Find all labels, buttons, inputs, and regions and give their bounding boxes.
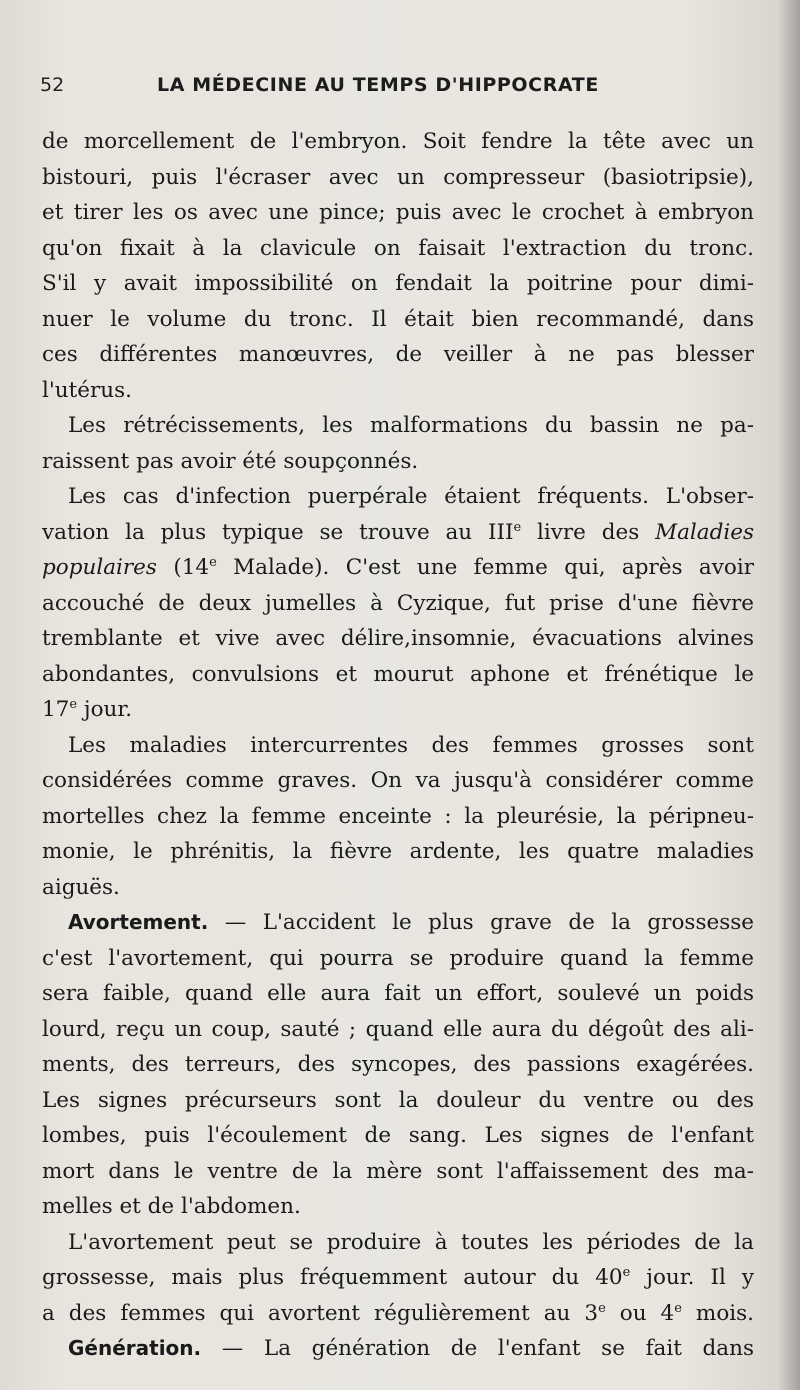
text-line: c'est l'avortement, qui pourra se produire quand la femme [42, 945, 754, 971]
paragraph-start-line: L'avortement peut se produire à toutes les périodes de la [68, 1229, 754, 1255]
superscript: e [209, 555, 217, 570]
paragraph-start-line: Les rétrécissements, les malformations du bassin ne pa- [68, 413, 754, 438]
text-line: considérées comme graves. On va jusqu'à considérer comme [42, 768, 754, 793]
text-line: populaires (14e Malade). C'est une femme qui, après avoir [42, 555, 754, 580]
paragraph-start-line: Les cas d'infection puerpérale étaient fréquents. L'obser- [68, 484, 754, 509]
text-line: l'utérus. [42, 377, 132, 403]
superscript: e [69, 697, 78, 712]
text-line: mort dans le ventre de la mère sont l'affaissement des ma- [42, 1158, 754, 1184]
text-line: ces différentes manœuvres, de veiller à ne pas blesser [42, 342, 754, 367]
text-line: raissent pas avoir été soupçonnés. [42, 448, 419, 474]
italic-title: Maladies [655, 519, 754, 545]
text-line: sera faible, quand elle aura fait un effort, soulevé un poids [42, 981, 754, 1006]
superscript: e [674, 1300, 682, 1316]
section-heading: Génération. [68, 1336, 202, 1360]
italic-title: populaires [42, 555, 157, 580]
text-line: a des femmes qui avortent régulièrement au 3e ou 4e mois. [42, 1300, 754, 1326]
superscript: e [513, 519, 522, 535]
running-title: LA MÉDECINE AU TEMPS D'HIPPOCRATE [157, 74, 599, 96]
page-number: 52 [40, 74, 65, 96]
text-line: qu'on fixait à la clavicule on faisait l'extraction du tronc. [42, 235, 754, 261]
page-edge-shadow [778, 0, 800, 1390]
text-line: accouché de deux jumelles à Cyzique, fut prise d'une fièvre [42, 590, 754, 616]
text-line: vation la plus typique se trouve au IIIe livre des Maladies [42, 519, 754, 545]
text-line: et tirer les os avec une pince; puis avec le crochet à embryon [42, 200, 754, 225]
section-heading-line: Avortement. — L'accident le plus grave de la grossesse [68, 910, 754, 935]
text-line: abondantes, convulsions et mourut aphone et frénétique le [42, 661, 754, 687]
superscript: e [622, 1265, 631, 1280]
text-line: de morcellement de l'embryon. Soit fendre la tête avec un [42, 129, 754, 154]
text-line: grossesse, mais plus fréquemment autour du 40e jour. Il y [42, 1265, 754, 1290]
section-heading: Avortement. [68, 910, 209, 934]
page-header [40, 74, 760, 104]
paragraph-start-line: Les maladies intercurrentes des femmes grosses sont [68, 732, 754, 758]
text-line: ments, des terreurs, des syncopes, des passions exagérées. [42, 1052, 754, 1077]
text-line: S'il y avait impossibilité on fendait la poitrine pour dimi- [42, 271, 754, 296]
text-line: melles et de l'abdomen. [42, 1194, 301, 1219]
text-line: mortelles chez la femme enceinte : la pleurésie, la péripneu- [42, 803, 754, 829]
text-line: monie, le phrénitis, la fièvre ardente, les quatre maladies [42, 839, 754, 864]
text-line: lourd, reçu un coup, sauté ; quand elle aura du dégoût des ali- [42, 1016, 754, 1042]
text-line: nuer le volume du tronc. Il était bien recommandé, dans [42, 306, 754, 332]
text-line: aiguës. [42, 874, 120, 900]
text-line: 17e jour. [42, 697, 133, 722]
text-line: bistouri, puis l'écraser avec un compresseur (basiotripsie), [42, 164, 754, 190]
text-line: tremblante et vive avec délire,insomnie, évacuations alvines [42, 626, 754, 651]
text-line: lombes, puis l'écoulement de sang. Les signes de l'enfant [42, 1123, 754, 1148]
text-line: Les signes précurseurs sont la douleur du ventre ou des [42, 1087, 754, 1113]
body-text [42, 124, 754, 1367]
superscript: e [598, 1300, 606, 1316]
section-heading-line: Génération. — La génération de l'enfant se fait dans [68, 1336, 754, 1361]
